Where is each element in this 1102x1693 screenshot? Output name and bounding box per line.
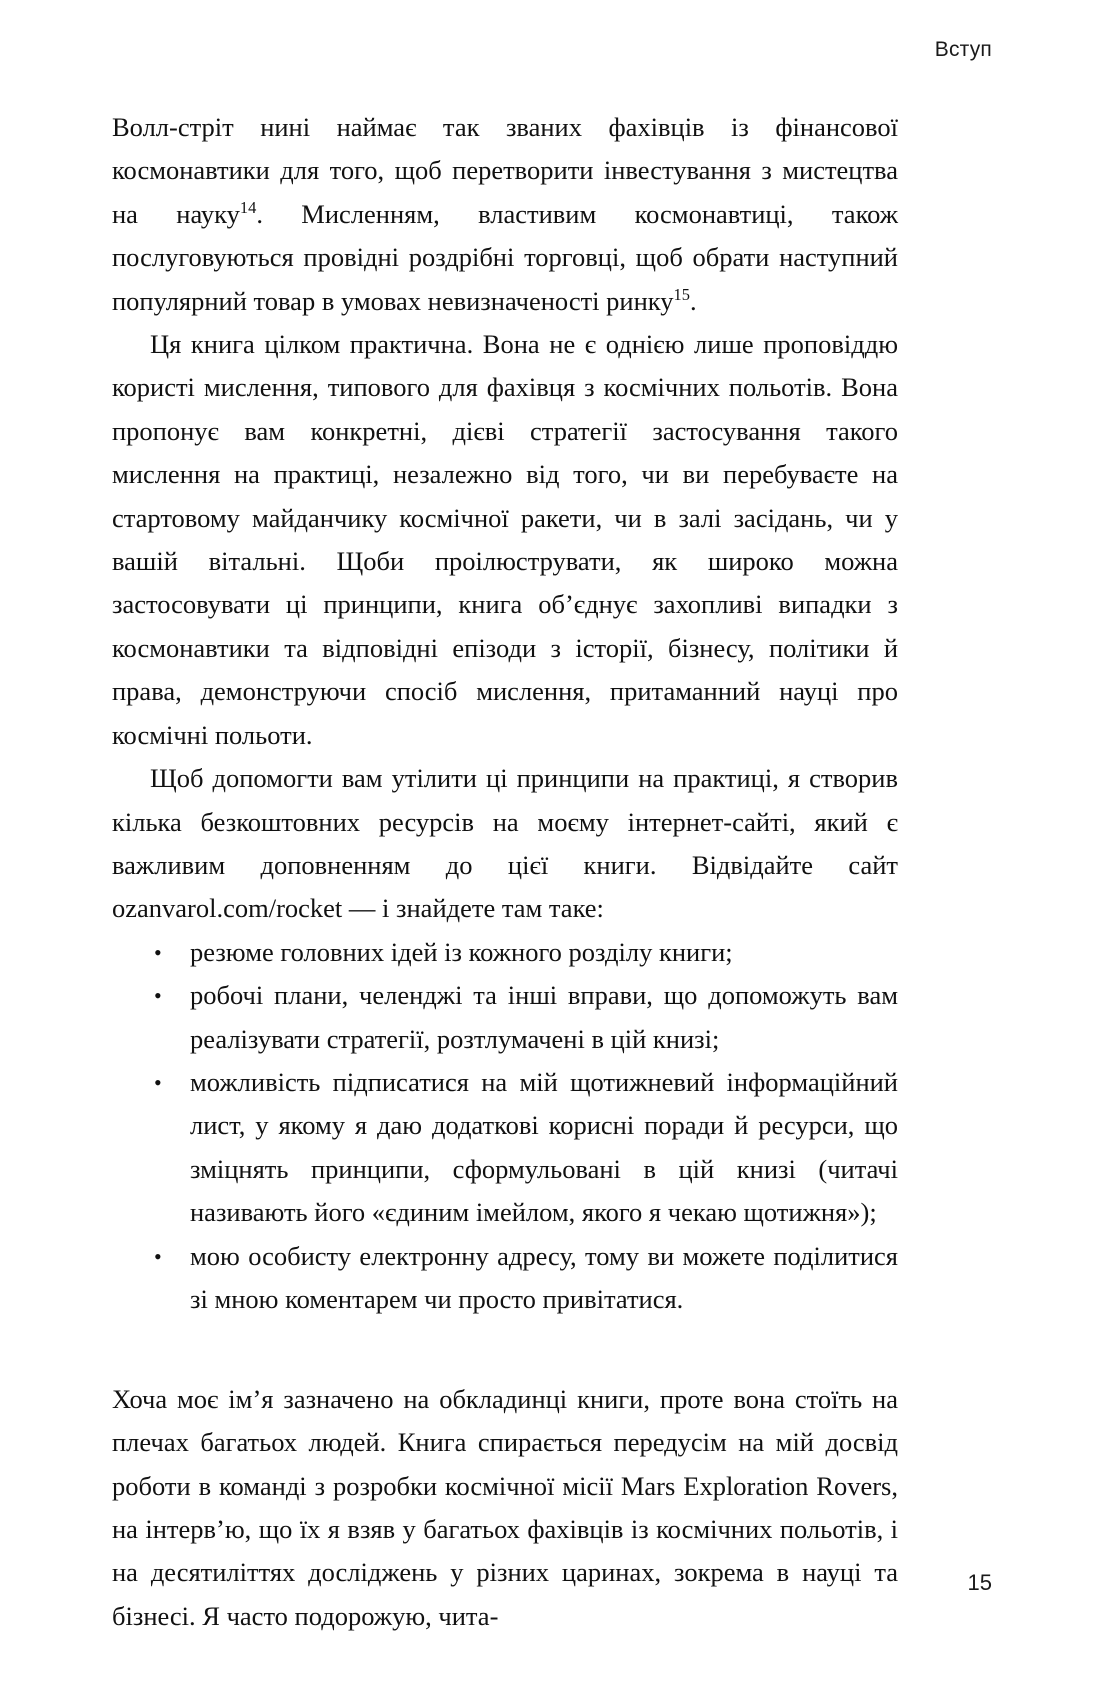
list-item: • мою особисту електронну адресу, тому ви можете поділитися зі мною коментарем чи просто привітатися. (112, 1235, 898, 1322)
paragraph-1-text-after-footnote-15: . (689, 285, 697, 316)
resource-list (112, 931, 898, 1322)
paragraph-4: Хоча моє ім’я зазначено на обкладинці книги, проте вона стоїть на плечах багатьох людей. Книга спирається передусім на мій досвід роботи в команді з розробки космічної місії Mars Exploration Rovers, на інтерв’ю, що їх я взяв у багатьох фахівців із космічних польотів, і на десятиліттях досліджень у різних царинах, зокрема в науці та бізнесі. Я часто подорожую, чита- (112, 1383, 898, 1631)
paragraph-1-text-between-footnotes: . Мисленням, властивим космонавтиці, також послуговуються провідні роздрібні торговці, щоб обрати наступний популярний товар в умовах невизначеності ринку (112, 198, 898, 316)
running-head: Вступ (934, 38, 992, 61)
footnote-marker-14[interactable]: 14 (239, 197, 257, 217)
paragraph-1 (112, 106, 898, 323)
paragraph-spacer (112, 1321, 898, 1364)
list-item: • робочі плани, челенджі та інші вправи, що допоможуть вам реалізувати стратегії, розтлумачені в цій книзі; (112, 974, 898, 1061)
paragraph-2: Ця книга цілком практична. Вона не є однією лише проповіддю користі мислення, типового для фахівця з космічних польотів. Вона пропонує вам конкретні, дієві стратегії застосування такого мислення на практиці, незалежно від того, чи ви перебуваєте на стартовому майданчику космічної ракети, чи в залі засідань, чи у вашій вітальні. Щоби проілюструвати, як широко можна застосовувати ці принципи, книга об’єднує захопливі випадки з космонавтики та відповідні епізоди з історії, бізнесу, політики й права, демонструючи спосіб мислення, притаманний науці про космічні польоти. (112, 329, 898, 750)
paragraph-1-text-before-footnote-14: Волл-стріт нині наймає так званих фахівців із фінансової космонавтики для того, щоб перетворити інвестування з мистецтва на науку (112, 112, 898, 229)
paragraph-3: Щоб допомогти вам утілити ці принципи на практиці, я створив кілька безкоштовних ресурсів на моєму інтернет-сайті, який є важливим доповненням до цієї книги. Відвідайте сайт ozanvarol.com/rocket — і знайдете там таке: (112, 763, 898, 924)
list-item: • можливість підписатися на мій щотижневий інформаційний лист, у якому я даю додаткові корисні поради й ресурси, що зміцнять принципи, сформульовані в цій книзі (читачі називають його «єдиним імейлом, якого я чекаю щотижня»); (112, 1061, 898, 1235)
list-item: • резюме головних ідей із кожного розділу книги; (112, 931, 898, 974)
footnote-marker-15[interactable]: 15 (673, 284, 690, 304)
body-text-block (112, 106, 898, 1638)
page-number: 15 (967, 1570, 992, 1595)
